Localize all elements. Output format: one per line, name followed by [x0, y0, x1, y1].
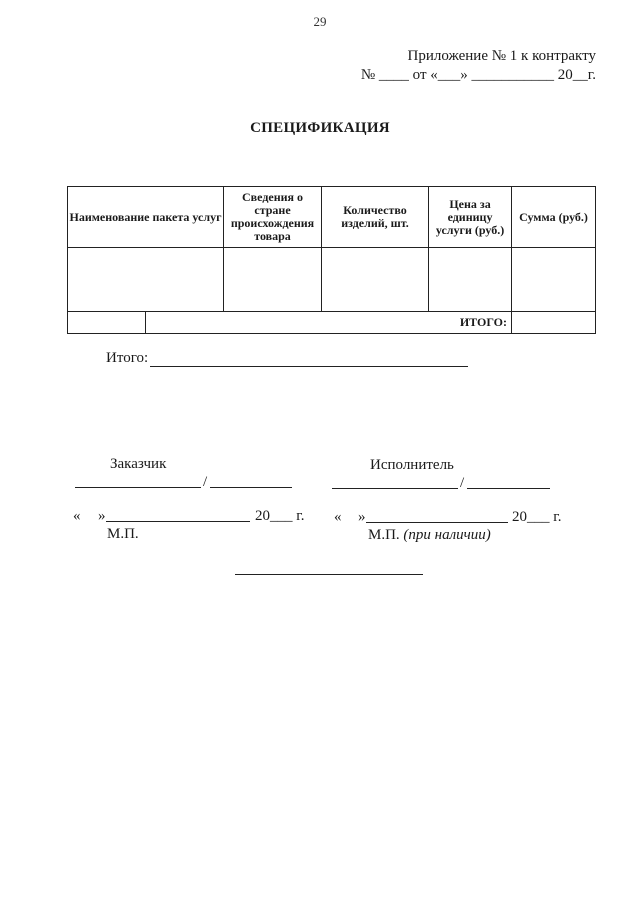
cell-quantity[interactable] — [322, 248, 429, 312]
table-header-row — [68, 187, 596, 248]
executor-year: 20___ г. — [512, 509, 562, 525]
cell-service-package[interactable] — [68, 248, 224, 312]
header-country-of-origin: Сведения о стране происхождения товара — [224, 187, 322, 248]
cell-sum[interactable] — [512, 248, 596, 312]
specification-table — [67, 186, 596, 334]
customer-signature-line[interactable] — [75, 487, 201, 488]
customer-date-line[interactable] — [106, 521, 250, 522]
executor-signature-line[interactable] — [332, 488, 458, 489]
customer-year: 20___ г. — [255, 508, 305, 524]
customer-slash: / — [203, 474, 208, 490]
cell-total-sum[interactable] — [512, 312, 596, 334]
header-quantity: Количество изделий, шт. — [322, 187, 429, 248]
table-row — [68, 248, 596, 312]
executor-stamp-note: (при наличии) — [403, 527, 491, 543]
executor-name-line[interactable] — [467, 488, 550, 489]
total-label: ИТОГО: — [146, 312, 512, 334]
header-sum: Сумма (руб.) — [512, 187, 596, 248]
executor-date-line[interactable] — [366, 522, 508, 523]
executor-stamp-label: М.П. — [368, 527, 400, 543]
cell-total-blank — [68, 312, 146, 334]
contract-reference: № ____ от «___» ___________ 20__г. — [360, 67, 596, 83]
header-unit-price: Цена за единицу услуги (руб.) — [429, 187, 512, 248]
total-amount-line[interactable] — [150, 366, 468, 367]
total-line-label: Итого: — [106, 350, 149, 366]
customer-label: Заказчик — [110, 456, 167, 472]
executor-quote-close: » — [358, 509, 366, 525]
executor-quote-open: « — [334, 509, 342, 525]
executor-slash: / — [460, 475, 465, 491]
page-number: 29 — [313, 14, 327, 29]
executor-label: Исполнитель — [370, 457, 454, 473]
table-total-row — [68, 312, 596, 334]
header-service-package: Наименование пакета услуг — [68, 187, 224, 248]
bottom-signature-line[interactable] — [235, 574, 423, 575]
document-title: СПЕЦИФИКАЦИЯ — [250, 120, 390, 136]
customer-name-line[interactable] — [210, 487, 292, 488]
customer-quote-open: « — [73, 508, 81, 524]
customer-stamp-label: М.П. — [107, 526, 139, 542]
customer-quote-close: » — [98, 508, 106, 524]
appendix-heading: Приложение № 1 к контракту — [407, 48, 596, 64]
executor-stamp-block — [368, 527, 491, 544]
cell-unit-price[interactable] — [429, 248, 512, 312]
cell-country-of-origin[interactable] — [224, 248, 322, 312]
